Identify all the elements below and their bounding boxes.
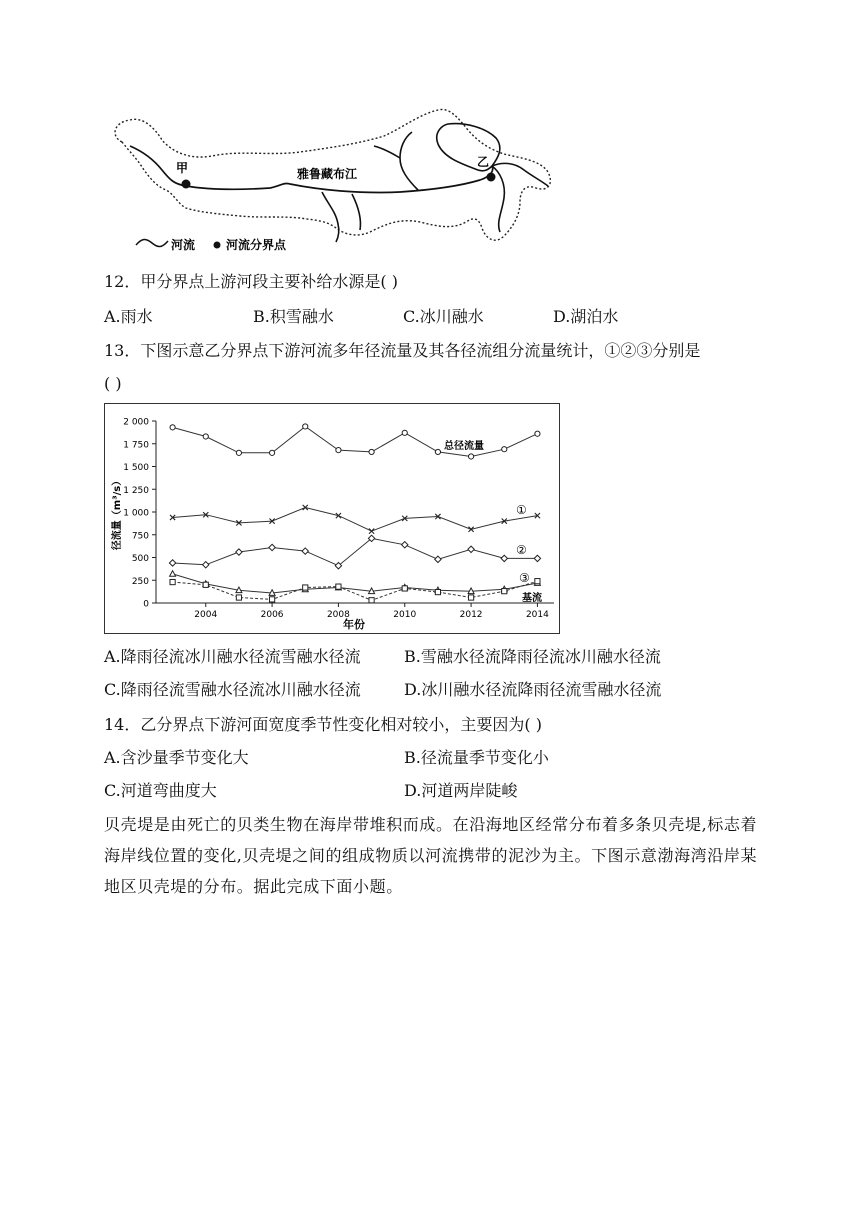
data-point	[169, 560, 175, 566]
legend-point-label: 河流分界点	[226, 238, 287, 252]
q14-option-a[interactable]: A.含沙量季节变化大	[104, 748, 249, 767]
data-point	[534, 555, 540, 561]
data-point	[502, 447, 507, 452]
data-point	[336, 584, 341, 589]
q14-option-d[interactable]: D.河道两岸陡峻	[404, 781, 518, 800]
river-name-label: 雅鲁藏布江	[297, 167, 358, 181]
data-point	[501, 555, 507, 561]
data-point	[468, 595, 473, 600]
data-point	[203, 434, 208, 439]
x-tick-label: 2010	[393, 610, 417, 620]
data-point	[402, 430, 407, 435]
data-point	[435, 449, 440, 454]
q12-option-c[interactable]: C.冰川融水	[403, 307, 484, 326]
data-point	[402, 542, 408, 548]
y-tick-label: 750	[131, 531, 149, 542]
y-axis-label: 径流量（m³/s）	[112, 475, 123, 551]
series-label: 基流	[522, 593, 542, 604]
y-tick-label: 2 000	[123, 417, 149, 428]
q12-stem: 12．甲分界点上游河段主要补给水源是( )	[104, 272, 398, 291]
series-label: ③	[519, 571, 530, 585]
data-point	[236, 549, 242, 555]
data-point	[170, 425, 175, 430]
series-line	[173, 538, 538, 565]
series-label: ①	[516, 503, 527, 517]
x-tick-label: 2006	[260, 610, 284, 620]
data-point	[502, 589, 507, 594]
data-point	[535, 431, 540, 436]
data-point	[303, 585, 308, 590]
y-tick-label: 1 000	[123, 508, 149, 519]
series-line	[173, 508, 538, 532]
q14-option-b[interactable]: B.径流量季节变化小	[404, 748, 549, 767]
data-point	[435, 589, 440, 594]
data-point	[170, 579, 175, 584]
passage-shell-ridge: 贝壳堤是由死亡的贝类生物在海岸带堆积而成。在沿海地区经常分布着多条贝壳堤,标志着海岸线位置的变化,贝壳堤之间的组成物质以河流携带的泥沙为主。下图示意渤海湾沿岸某地区贝壳堤的分布。据此完成下面小题。	[104, 815, 758, 896]
data-point	[535, 579, 540, 584]
q13-option-a[interactable]: A.降雨径流冰川融水径流雪融水径流	[104, 647, 361, 666]
q12-option-d[interactable]: D.湖泊水	[553, 307, 619, 326]
data-point	[236, 595, 241, 600]
q13-option-d[interactable]: D.冰川融水径流降雨径流雪融水径流	[404, 680, 662, 699]
runoff-line-chart	[104, 403, 564, 635]
y-tick-label: 1 250	[123, 485, 149, 496]
q13-stem-continuation: ( )	[104, 374, 122, 393]
x-tick-label: 2004	[194, 610, 218, 620]
y-tick-label: 1 500	[123, 463, 149, 473]
data-point	[468, 454, 473, 459]
q14-stem: 14．乙分界点下游河面宽度季节性变化相对较小，主要因为( )	[104, 715, 542, 734]
label-jia: 甲	[176, 161, 189, 175]
y-tick-label: 250	[131, 576, 149, 587]
data-point	[369, 449, 374, 454]
data-point	[236, 450, 241, 455]
data-point	[468, 546, 474, 552]
legend-river-label: 河流	[171, 238, 196, 252]
data-point	[269, 450, 274, 455]
data-point	[303, 424, 308, 429]
legend-point-symbol	[214, 242, 221, 249]
yarlung-tsangpo-map	[100, 100, 570, 260]
q14-option-c[interactable]: C.河道弯曲度大	[104, 781, 217, 800]
division-point-yi	[487, 173, 496, 182]
q13-option-b[interactable]: B.雪融水径流降雨径流冰川融水径流	[404, 647, 661, 666]
label-yi: 乙	[477, 155, 490, 169]
y-tick-label: 1 750	[123, 440, 149, 451]
q12-option-a[interactable]: A.雨水	[104, 307, 153, 326]
data-point	[203, 562, 209, 568]
data-point	[170, 571, 176, 577]
q13-stem: 13．下图示意乙分界点下游河流多年径流量及其各径流组分流量统计，①②③分别是	[104, 341, 701, 360]
q13-option-c[interactable]: C.降雨径流雪融水径流冰川融水径流	[104, 680, 361, 699]
data-point	[402, 586, 407, 591]
data-point	[435, 556, 441, 562]
y-tick-label: 500	[131, 554, 149, 564]
y-tick-label: 0	[143, 599, 149, 610]
data-point	[336, 448, 341, 453]
x-tick-label: 2014	[525, 610, 549, 620]
q12-option-b[interactable]: B.积雪融水	[253, 307, 334, 326]
series-line	[173, 574, 538, 593]
division-point-jia	[182, 180, 191, 189]
x-tick-label: 2008	[326, 610, 350, 620]
legend-river-symbol	[136, 239, 168, 246]
x-axis-label: 年份	[343, 618, 365, 631]
data-point	[302, 548, 308, 554]
data-point	[203, 582, 208, 587]
series-label: ②	[516, 543, 527, 557]
data-point	[269, 544, 275, 550]
series-label: 总径流量	[444, 441, 484, 452]
x-tick-label: 2012	[459, 610, 483, 620]
data-point	[369, 529, 374, 534]
data-point	[369, 598, 374, 603]
data-point	[269, 597, 274, 602]
chart-frame	[105, 404, 560, 634]
